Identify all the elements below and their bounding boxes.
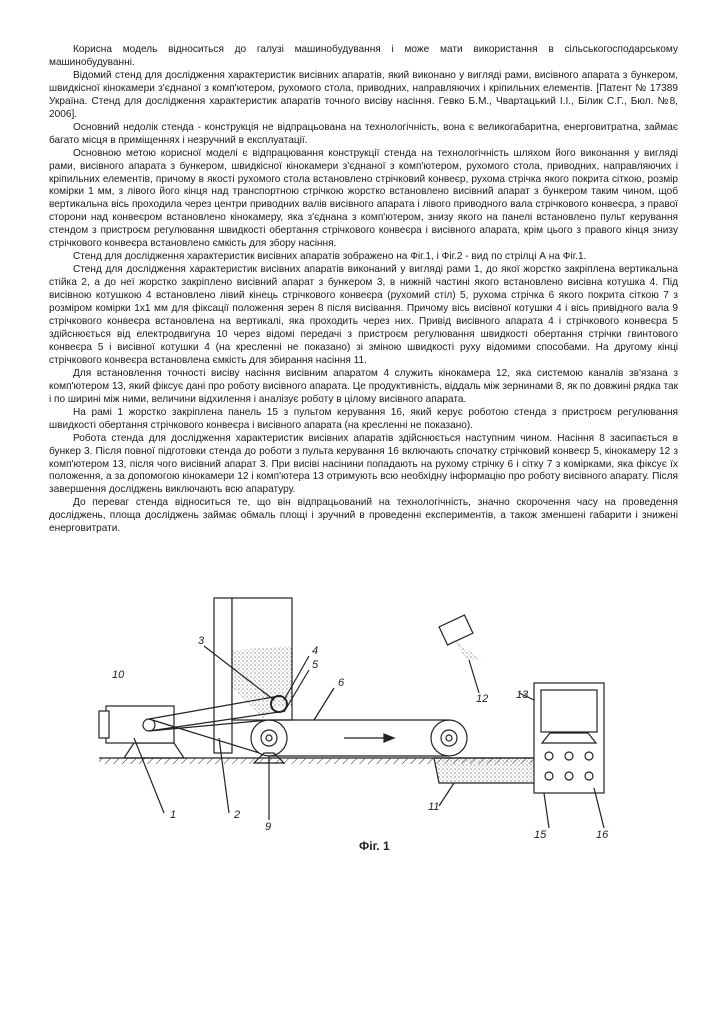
motor-base: [124, 743, 184, 758]
label-1: 1: [170, 809, 177, 821]
label-4: 4: [312, 645, 319, 657]
label-12: 12: [476, 693, 489, 705]
label-11: 11: [428, 801, 440, 813]
body-text: [49, 44, 678, 536]
collection-tray: [434, 758, 539, 783]
monitor: [541, 690, 597, 732]
paragraph: Основною метою корисної моделі є відпрацювання конструкції стенда на технологічність шляхом його виконання у вигляді рами, висівного апарата з бункером, швидкісної кінокамери з'єднаної з комп'ютером, рухомого стола, приводних, направляючих і кріпильних елементів, причому в якості рухомого стола встановлено стрічковий конвеєр, рухома стрічка якого покрита сіткою, розмір комірки 1 мм, з лівого його кінця над транспортною стрічкою жорстко встановлено висівний апарат з бункером таким чином, щоб вертикальна вісь проходила через центри приводних валів висівного апарата і лівого приводного вала стрічкового конвеєра, з правої сторони над конвеєром встановлено кінокамеру, яка з'єднана з комп'ютером, знизу якого на панелі встановлено пульт керування стендом з пристроєм регулювання швидкості обертання стрічкового конвеєра і висівного апарата, крім цього з правого кінця знизу стрічкового конвеєра встановлено ємкість для збору насіння.: [49, 147, 678, 250]
paragraph: На рамі 1 жорстко закріплена панель 15 з пультом керування 16, який керує роботою стенда з пристроєм регулювання швидкості обертання стрічкового конвеєра і висівного апарата (на кресленні не показано).: [49, 406, 678, 431]
stand-diagram: [94, 588, 644, 858]
paragraph: Стенд для дослідження характеристик висівних апаратів виконаний у вигляді рами 1, до якої жорстко закріплена вертикальна стійка 2, а до неї жорстко закріплено висівний апарат з бункером 3, в нижній частині якого встановлено висівна котушка 4. Під висівною котушкою 4 встановлено лівий кінець стрічкового конвеєра (рухомий стіл) 5, рухома стрічка 6 якого покрита сіткою 7 з розміром комірки 1x1 мм для фіксації положення зерен 8 після висівання. Причому вісь висівної котушки 4 і вісь привідного вала 9 стрічкового конвеєра встановлена на вертикалі, яка проходить через них. Привід висівного апарата 4 і стрічкового конвеєра 5 здійснюється від електродвигуна 10 через відомі передачі з пристроєм регулювання швидкості обертання стрічки гвинтового конвеєра 5 і висівної котушки 4 (на кресленні не показано) зі зміною швидкості руху відомими способами. На другому кінці стрічкового конвеєра встановлена ємкість для збирання насіння 11.: [49, 264, 678, 366]
label-9: 9: [265, 821, 272, 833]
idle-pulley: [431, 720, 467, 756]
paragraph: Для встановлення точності висіву насіння висівним апаратом 4 служить кінокамера 12, яка системою каналів зв'язана з комп'ютером 13, який фіксує дані про роботу висівного апарата. Це продуктивність, віддаль між зернинами 8, як по довжині рядка так і по ширині між ними, величини відхилення і аналізує роботу в цілому висівного апарата.: [49, 367, 678, 405]
label-5: 5: [312, 659, 319, 671]
drive-pulley: [251, 720, 287, 756]
label-3: 3: [198, 635, 205, 647]
paragraph: Корисна модель відноситься до галузі машинобудування і може мати використання в сільськогосподарському машинобудуванні.: [49, 44, 678, 68]
paragraph: Відомий стенд для дослідження характеристик висівних апаратів, який виконано у вигляді рами, висівного апарата з бункером, швидкісної кінокамери з'єднаної з комп'ютером, рухомого стола, приводних, направляючих і кріпильних елементів. [Патент № 17389 Україна. Стенд для дослідження характеристик апаратів точного висіву насіння. Гевко Б.М., Чвартацький І.І., Білик С.Г., Бюл. №8, 2006].: [49, 69, 678, 120]
paragraph: До переваг стенда відноситься те, що він відпрацьований на технологічність, значно скорочення часу на проведення досліджень, площа досліджень займає обмаль площі і зручний в проведенні експериментів, а також зменшені габарити і знижені енерговитрати.: [49, 497, 678, 535]
label-13: 13: [516, 689, 529, 701]
paragraph: Робота стенда для дослідження характеристик висівних апаратів здійснюється наступним чином. Насіння 8 засипається в бункер 3. Після повної підготовки стенда до роботи з пульта керування 16 включають спочатку стрічковий конвеєр 5, кінокамеру 12 з комп'ютером 13, після чого висівний апарат 3. При висіві насінини попадають на рухому стрічку 6 і сітку 7 з комірками, яка фіксує їх положення, а за допомогою кінокамери 12 і комп'ютера 13 отримують всю необхідну інформацію про роботу висівного апарату. Після завершення досліджень виключають всю апаратуру.: [49, 432, 678, 496]
label-16: 16: [596, 829, 609, 841]
motor-end: [99, 711, 109, 738]
paragraph: Стенд для дослідження характеристик висівних апаратів зображено на Фіг.1, і Фіг.2 - вид по стрілці А на Фіг.1.: [73, 251, 587, 263]
camera: [439, 615, 473, 645]
vertical-stand: [214, 598, 232, 753]
figure-caption: Фіг. 1: [359, 839, 390, 853]
motor: [106, 706, 174, 743]
label-6: 6: [338, 677, 345, 689]
technical-drawing: [94, 588, 644, 858]
paragraph: Основний недолік стенда - конструкція не відпрацьована на технологічність, вона є великогабаритна, енерговитратна, займає багато місця в приміщеннях і незручний в експлуатації.: [49, 121, 678, 146]
label-15: 15: [534, 829, 547, 841]
label-10: 10: [112, 669, 125, 681]
camera-view: [454, 640, 482, 660]
label-2: 2: [234, 809, 241, 821]
